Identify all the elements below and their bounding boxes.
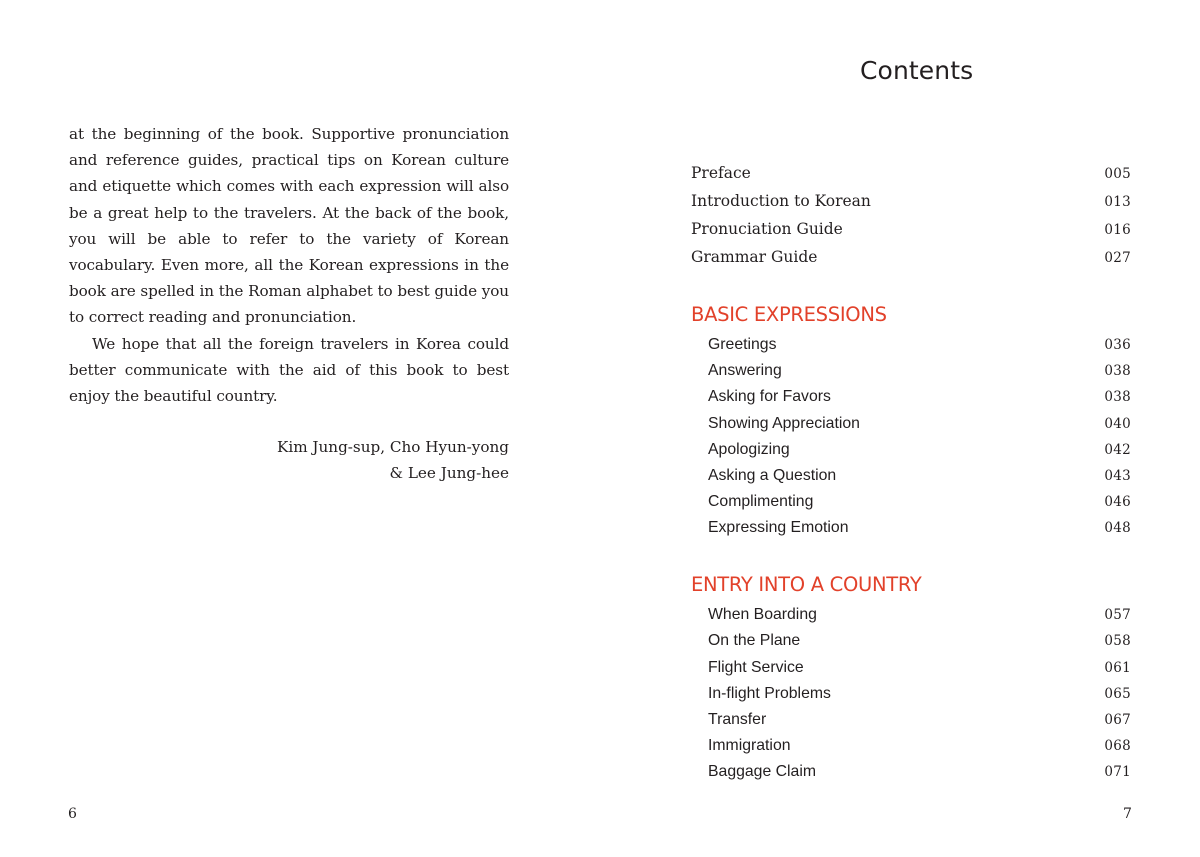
toc-entry-label: Flight Service xyxy=(708,659,804,676)
toc-entry-page: 067 xyxy=(1104,712,1131,728)
toc-entry-page: 040 xyxy=(1104,416,1131,432)
toc-entry-page: 071 xyxy=(1104,764,1131,780)
toc-entry-page: 065 xyxy=(1104,686,1131,702)
toc-entry[interactable] xyxy=(691,606,1131,632)
toc-entry[interactable] xyxy=(691,336,1131,362)
toc-entry-label: Pronuciation Guide xyxy=(691,220,843,238)
toc-entry-label: Asking a Question xyxy=(708,467,837,484)
toc-entry-label: Preface xyxy=(691,164,751,182)
toc-entry-label: Baggage Claim xyxy=(708,763,817,780)
toc-entry-page: 005 xyxy=(1104,166,1131,182)
toc-entry-label: When Boarding xyxy=(708,606,817,623)
toc-entry-page: 042 xyxy=(1104,442,1131,458)
toc-entry-label: Expressing Emotion xyxy=(708,519,849,536)
toc-entry[interactable] xyxy=(691,248,1131,274)
page-number: 7 xyxy=(1123,806,1132,822)
paragraph: We hope that all the foreign travelers in Korea could better communicate with the aid of this book to best enjoy the beautiful country. xyxy=(69,334,509,406)
toc-entry[interactable] xyxy=(691,493,1131,519)
toc-entry[interactable] xyxy=(691,519,1131,545)
authors-line: Kim Jung-sup, Cho Hyun-yong xyxy=(276,438,509,456)
toc-entry-page: 058 xyxy=(1104,633,1131,649)
toc-entry-label: Showing Appreciation xyxy=(708,415,860,432)
right-page xyxy=(600,0,1200,857)
toc-entry-label: Grammar Guide xyxy=(691,248,818,266)
toc-entry[interactable] xyxy=(691,737,1131,763)
toc-entry[interactable] xyxy=(691,220,1131,246)
toc-entry[interactable] xyxy=(691,711,1131,737)
toc-entry-page: 016 xyxy=(1104,222,1131,238)
toc-entry-page: 036 xyxy=(1104,337,1131,353)
toc-entry[interactable] xyxy=(691,659,1131,685)
paragraph: at the beginning of the book. Supportive pronunciation and reference guides, practical tips on Korean culture and etiquette which comes with each expression will also be a great help to the travelers. At the back of the book, you will be able to refer to the variety of Korean vocabulary. Even more, all the Korean expressions in the book are spelled in the Roman alphabet to best guide you to correct reading and pronunciation. xyxy=(69,125,509,327)
toc-entry-label: On the Plane xyxy=(708,632,801,649)
toc-entry-page: 038 xyxy=(1104,389,1131,405)
toc-entry-label: Asking for Favors xyxy=(708,388,831,405)
toc-entry-page: 061 xyxy=(1104,660,1131,676)
toc-entry-label: Apologizing xyxy=(708,441,790,458)
toc-entry-label: Greetings xyxy=(708,336,777,353)
toc-entry[interactable] xyxy=(691,685,1131,711)
section-heading: ENTRY INTO A COUNTRY xyxy=(691,573,922,596)
authors-line: & Lee Jung-hee xyxy=(389,464,509,483)
toc-entry[interactable] xyxy=(691,164,1131,190)
page-number: 6 xyxy=(68,806,77,822)
toc-entry-label: Transfer xyxy=(708,711,767,728)
section-heading: BASIC EXPRESSIONS xyxy=(691,303,887,326)
toc-entry-page: 046 xyxy=(1104,494,1131,510)
toc-entry-label: Complimenting xyxy=(708,493,814,510)
page-title: Contents xyxy=(860,56,974,85)
toc-entry[interactable] xyxy=(691,362,1131,388)
toc-entry[interactable] xyxy=(691,467,1131,493)
toc-entry-label: Immigration xyxy=(708,737,791,754)
toc-entry[interactable] xyxy=(691,388,1131,414)
toc-entry[interactable] xyxy=(691,415,1131,441)
toc-entry-page: 057 xyxy=(1104,607,1131,623)
author-signature xyxy=(277,434,509,486)
toc-entry-page: 048 xyxy=(1104,520,1131,536)
toc-entry[interactable] xyxy=(691,632,1131,658)
toc-entry-label: Introduction to Korean xyxy=(691,192,871,210)
toc-entry-page: 027 xyxy=(1104,250,1131,266)
toc-entry-page: 043 xyxy=(1104,468,1131,484)
body-text xyxy=(69,121,509,409)
toc-entry-page: 068 xyxy=(1104,738,1131,754)
toc-entry-label: In-flight Problems xyxy=(708,685,831,702)
toc-entry[interactable] xyxy=(691,192,1131,218)
toc-entry[interactable] xyxy=(691,441,1131,467)
toc-entry-page: 038 xyxy=(1104,363,1131,379)
toc-entry[interactable] xyxy=(691,763,1131,789)
toc-entry-page: 013 xyxy=(1104,194,1131,210)
toc-entry-label: Answering xyxy=(708,362,782,379)
